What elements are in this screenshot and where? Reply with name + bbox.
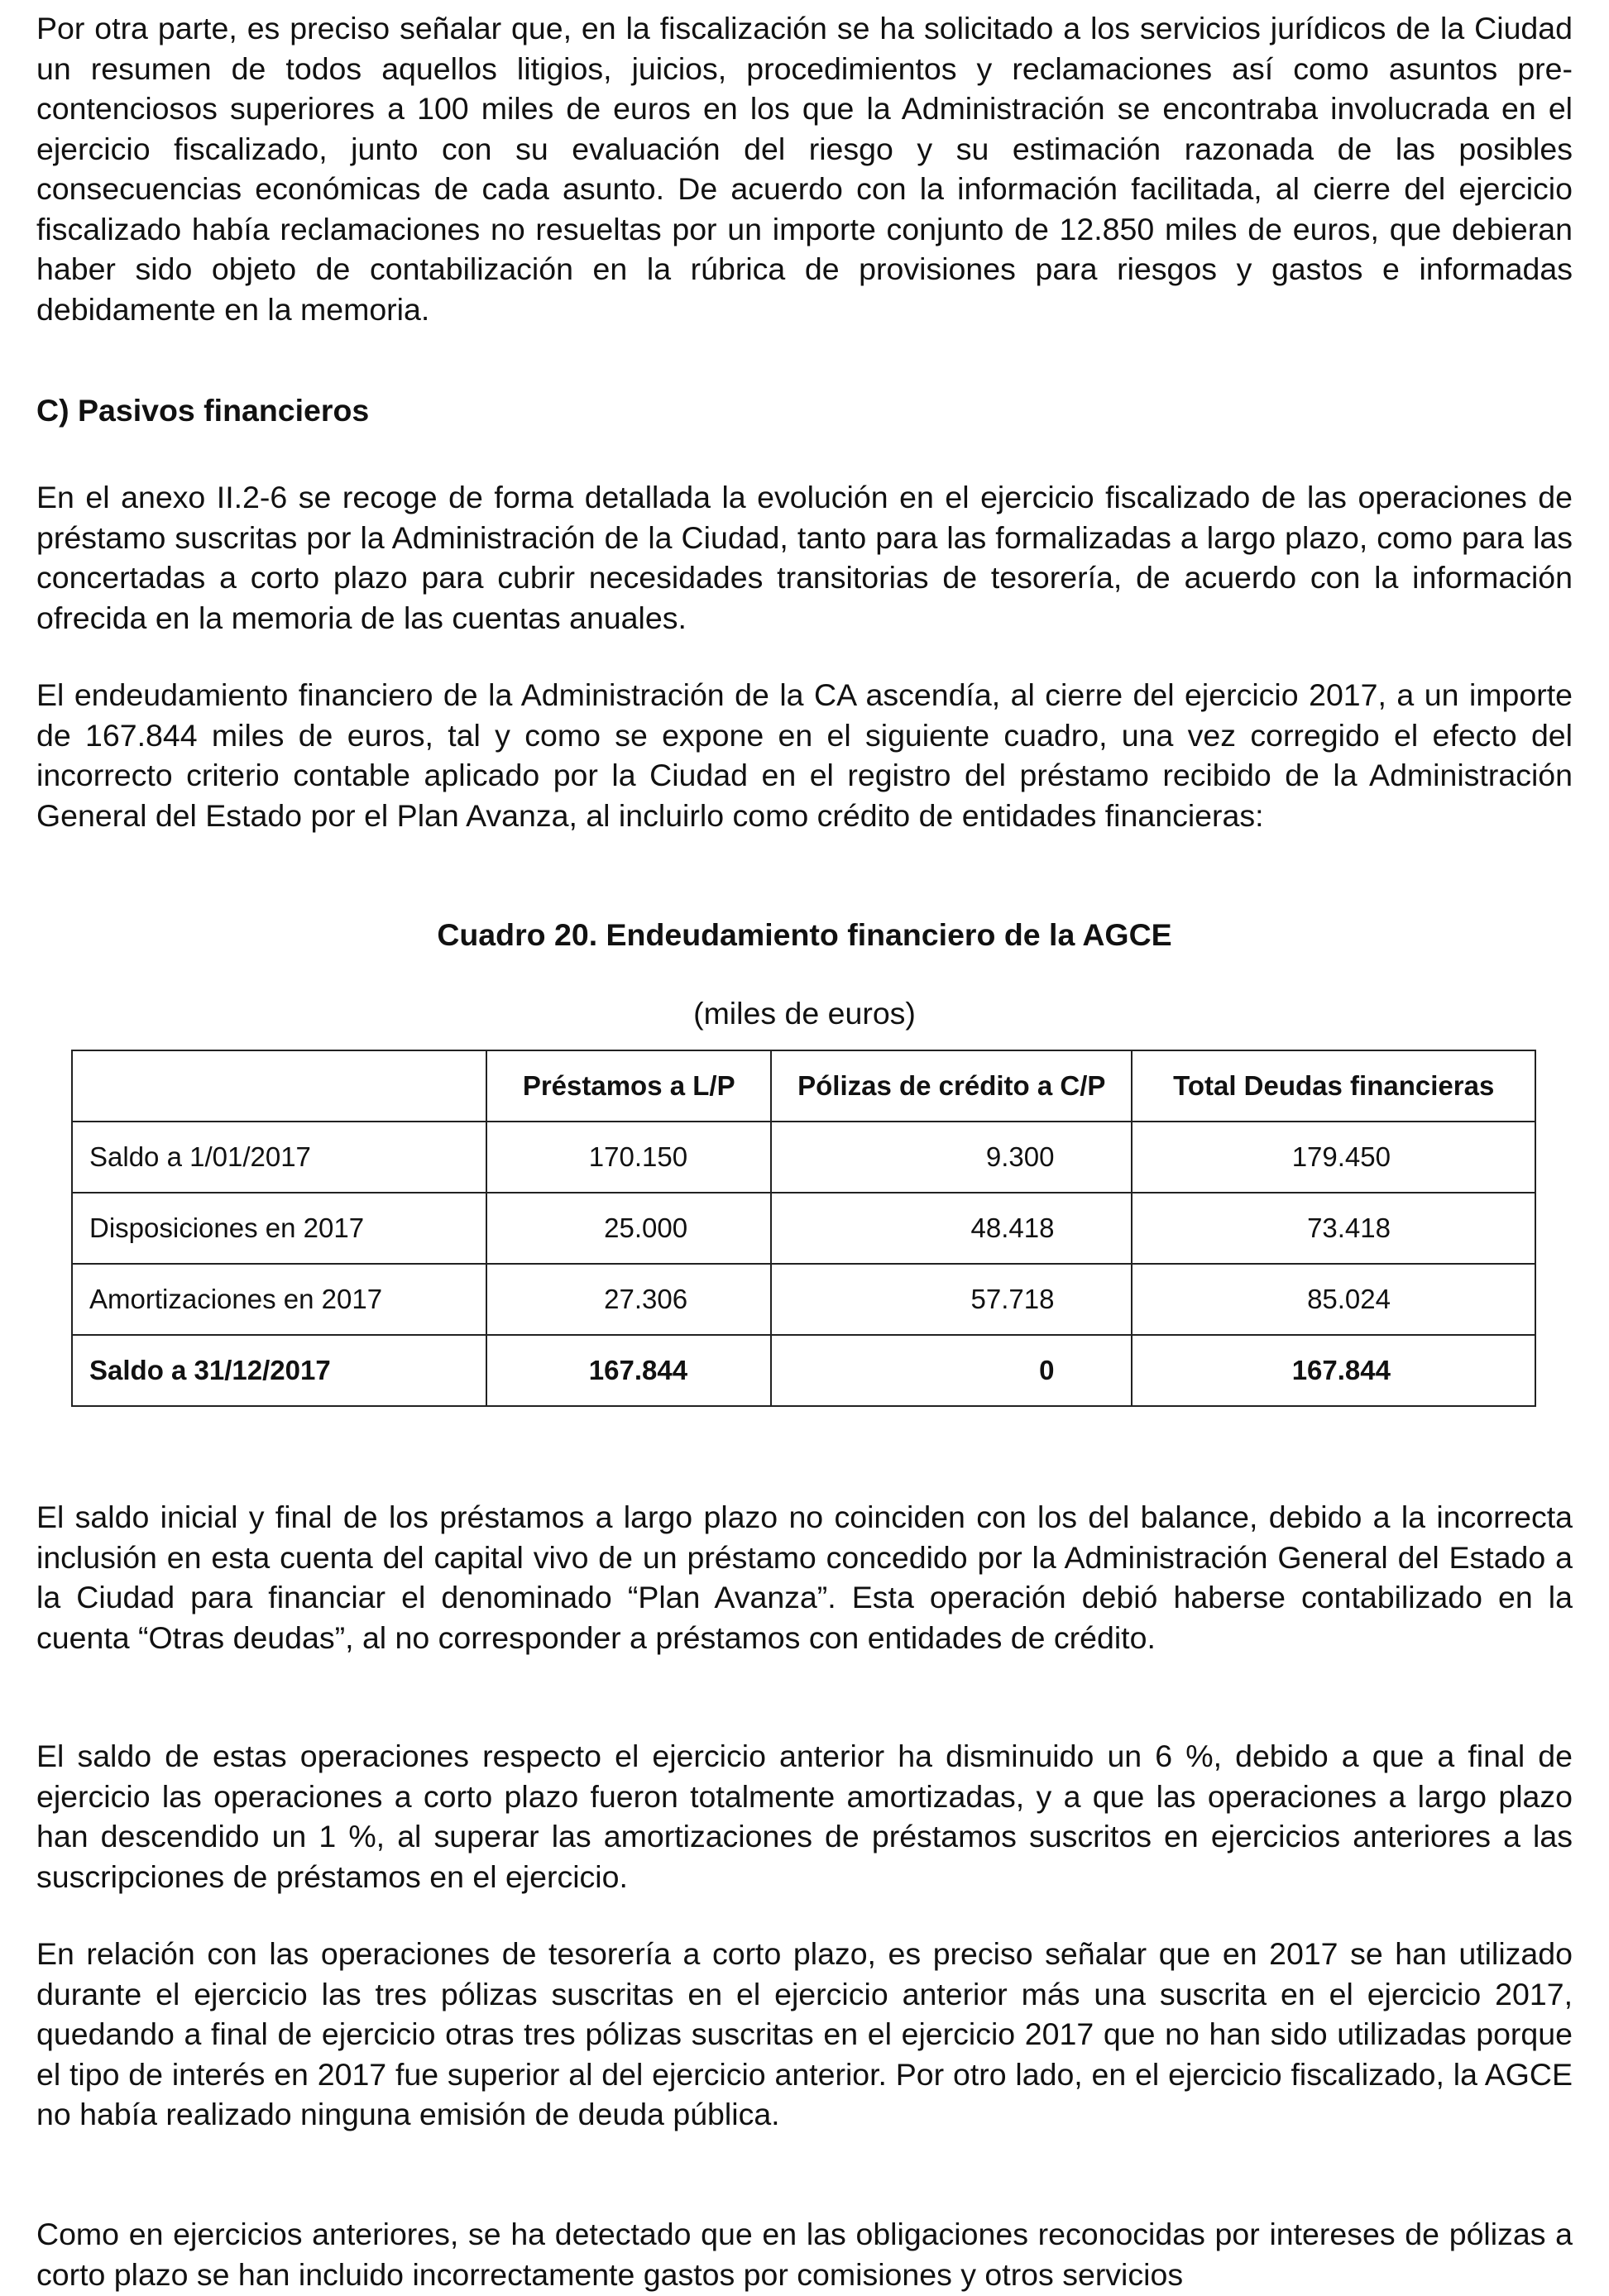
cell-total: 167.844 (1132, 1335, 1535, 1406)
paragraph-litigios: Por otra parte, es preciso señalar que, en la fiscalización se ha solicitado a los servicios jurídicos de la Ciudad un resumen de todos aquellos litigios, juicios, procedimientos y reclamaciones así como asuntos pre-contenciosos superiores a 100 miles de euros en los que la Administración se encontraba involucrada en el ejercicio fiscalizado, junto con su evaluación del riesgo y su estimación razonada de las posibles consecuencias económicas de cada asunto. De acuerdo con la información facilitada, al cierre del ejercicio fiscalizado había reclamaciones no resueltas por un importe conjunto de 12.850 miles de euros, que debieran haber sido objeto de contabilización en la rúbrica de provisiones para riesgos y gastos e informadas debidamente en la memoria. (36, 11, 1573, 327)
table-units: (miles de euros) (693, 996, 916, 1031)
paragraph-anexo: En el anexo II.2-6 se recoge de forma detallada la evolución en el ejercicio fiscalizado de las operaciones de préstamo suscritas por la Administración de la Ciudad, tanto para las formalizadas a largo plazo, como para las concertadas a corto plazo para cubrir necesidades transitorias de tesorería, de acuerdo con la información ofrecida en la memoria de las cuentas anuales. (36, 480, 1573, 635)
cell-total: 73.418 (1132, 1193, 1535, 1264)
cell-prestamos: 27.306 (486, 1264, 771, 1335)
cell-prestamos: 25.000 (486, 1193, 771, 1264)
cell-polizas: 9.300 (771, 1122, 1132, 1193)
paragraph-saldo-operaciones: El saldo de estas operaciones respecto el ejercicio anterior ha disminuido un 6 %, debido a que a final de ejercicio las operaciones a corto plazo fueron totalmente amortizadas, y a que las operaciones a largo plazo han descendido un 1 %, al superar las amortizaciones de préstamos suscritos en ejercicios anteriores a las suscripciones de préstamos en el ejercicio. (36, 1739, 1573, 1894)
table-row (72, 1193, 1535, 1264)
debt-table (71, 1050, 1536, 1407)
paragraph-endeudamiento: El endeudamiento financiero de la Administración de la CA ascendía, al cierre del ejercicio 2017, a un importe de 167.844 miles de euros, tal y como se expone en el siguiente cuadro, una vez corregido el efecto del incorrecto criterio contable aplicado por la Ciudad en el registro del préstamo recibido de la Administración General del Estado por el Plan Avanza, al incluirlo como crédito de entidades financieras: (36, 677, 1573, 833)
header-polizas: Pólizas de crédito a C/P (771, 1050, 1132, 1122)
cell-prestamos: 167.844 (486, 1335, 771, 1406)
table-row-total (72, 1335, 1535, 1406)
header-empty (72, 1050, 486, 1122)
table-header-row (72, 1050, 1535, 1122)
table-row (72, 1122, 1535, 1193)
cell-total: 179.450 (1132, 1122, 1535, 1193)
row-label: Amortizaciones en 2017 (72, 1264, 486, 1335)
header-total: Total Deudas financieras (1132, 1050, 1535, 1122)
section-heading-pasivos: C) Pasivos financieros (36, 393, 370, 428)
paragraph-obligaciones: Como en ejercicios anteriores, se ha detectado que en las obligaciones reconocidas por intereses de pólizas a corto plazo se han incluido incorrectamente gastos por comisiones y otros servicios (36, 2217, 1573, 2292)
header-prestamos: Préstamos a L/P (486, 1050, 771, 1122)
paragraph-tesoreria: En relación con las operaciones de tesorería a corto plazo, es preciso señalar que en 2017 se han utilizado durante el ejercicio las tres pólizas suscritas en el ejercicio anterior más una suscrita en el ejercicio 2017, quedando a final de ejercicio otras tres pólizas suscritas en el ejercicio 2017 que no han sido utilizadas porque el tipo de interés en 2017 fue superior al del ejercicio anterior. Por otro lado, en el ejercicio fiscalizado, la AGCE no había realizado ninguna emisión de deuda pública. (36, 1936, 1573, 2131)
cell-polizas: 57.718 (771, 1264, 1132, 1335)
cell-prestamos: 170.150 (486, 1122, 771, 1193)
table-row (72, 1264, 1535, 1335)
row-label: Saldo a 31/12/2017 (72, 1335, 486, 1406)
cell-total: 85.024 (1132, 1264, 1535, 1335)
paragraph-saldo-inicial: El saldo inicial y final de los préstamos a largo plazo no coinciden con los del balance, debido a la incorrecta inclusión en esta cuenta del capital vivo de un préstamo concedido por la Administración General del Estado a la Ciudad para financiar el denominado “Plan Avanza”. Esta operación debió haberse contabilizado en la cuenta “Otras deudas”, al no corresponder a préstamos con entidades de crédito. (36, 1500, 1573, 1655)
cell-polizas: 0 (771, 1335, 1132, 1406)
cell-polizas: 48.418 (771, 1193, 1132, 1264)
row-label: Disposiciones en 2017 (72, 1193, 486, 1264)
row-label: Saldo a 1/01/2017 (72, 1122, 486, 1193)
table-caption: Cuadro 20. Endeudamiento financiero de la AGCE (437, 917, 1172, 952)
